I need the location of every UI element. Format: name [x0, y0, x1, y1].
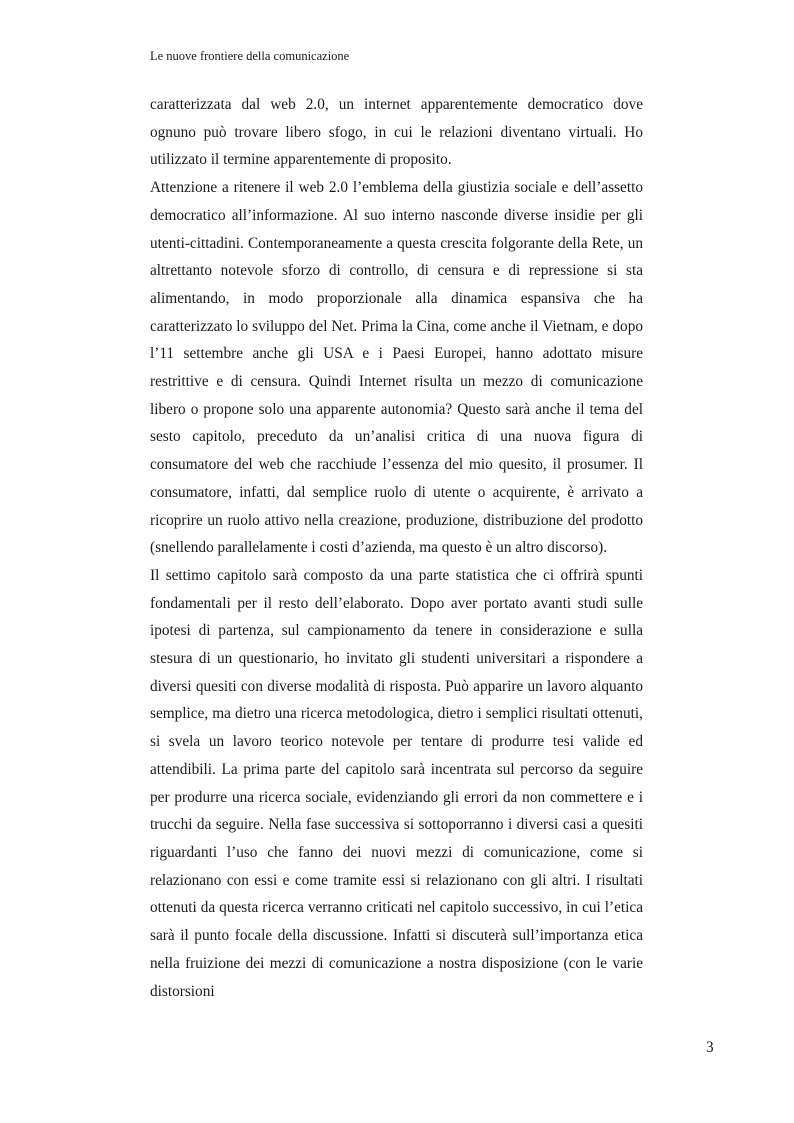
running-header: Le nuove frontiere della comunicazione — [150, 49, 350, 63]
page-number: 3 — [706, 1039, 714, 1056]
body-text — [150, 91, 643, 1005]
paragraph: Attenzione a ritenere il web 2.0 l’emblema della giustizia sociale e dell’assetto democratico all’informazione. Al suo interno nasconde diverse insidie per gli utenti-cittadini. Contemporaneamente a questa crescita folgorante della Rete, un altrettanto notevole sforzo di controllo, di censura e di repressione si sta alimentando, in modo proporzionale alla dinamica espansiva che ha caratterizzato lo sviluppo del Net. Prima la Cina, come anche il Vietnam, e dopo l’11 settembre anche gli USA e i Paesi Europei, hanno adottato misure restrittive e di censura. Quindi Internet risulta un mezzo di comunicazione libero o propone solo una apparente autonomia? Questo sarà anche il tema del sesto capitolo, preceduto da un’analisi critica di una nuova figura di consumatore del web che racchiude l’essenza del mio quesito, il prosumer. Il consumatore, infatti, dal semplice ruolo di utente o acquirente, è arrivato a ricoprire un ruolo attivo nella creazione, produzione, distribuzione del prodotto (snellendo parallelamente i costi d’azienda, ma questo è un altro discorso). — [150, 179, 643, 557]
paragraph: Il settimo capitolo sarà composto da una parte statistica che ci offrirà spunti fondamentali per il resto dell’elaborato. Dopo aver portato avanti studi sulle ipotesi di partenza, sul campionamento da tenere in considerazione e sulla stesura di un questionario, ho invitato gli studenti universitari a rispondere a diversi quesiti con diverse modalità di risposta. Può apparire un lavoro alquanto semplice, ma dietro una ricerca metodologica, dietro i semplici risultati ottenuti, si svela un lavoro teorico notevole per tentare di produrre tesi valide ed attendibili. La prima parte del capitolo sarà incentrata sul percorso da seguire per produrre una ricerca sociale, evidenziando gli errori da non commettere e i trucchi da seguire. Nella fase successiva si sottoporranno i diversi casi a quesiti riguardanti l’uso che fanno dei nuovi mezzi di comunicazione, come si relazionano con essi e come tramite essi si relazionano con gli altri. I risultati ottenuti da questa ricerca verranno criticati nel capitolo successivo, in cui l’etica sarà il punto focale della discussione. Infatti si discuterà sull’importanza etica nella fruizione dei mezzi di comunicazione a nostra disposizione (con le varie distorsioni — [150, 566, 643, 1000]
paragraph: caratterizzata dal web 2.0, un internet apparentemente democratico dove ognuno può trovare libero sfogo, in cui le relazioni diventano virtuali. Ho utilizzato il termine apparentemente di proposito. — [150, 96, 643, 169]
